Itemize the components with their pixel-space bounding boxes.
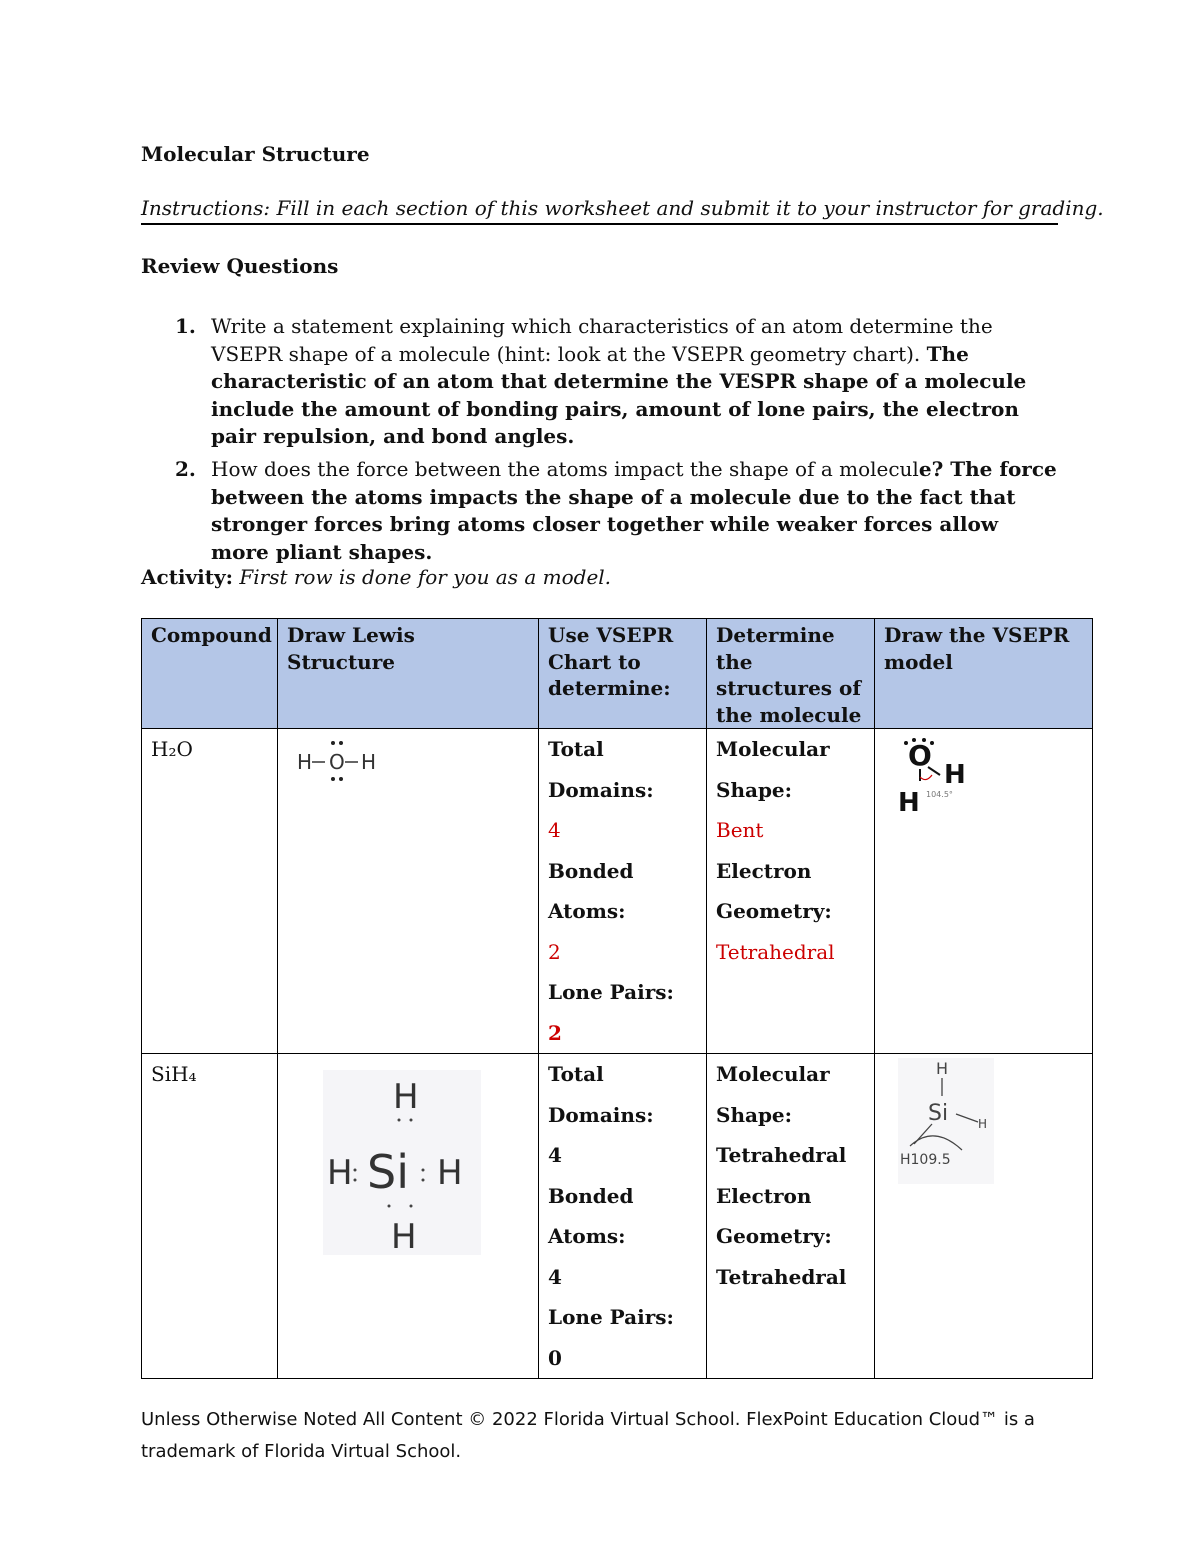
total-domains-value: 4 [548,1143,562,1167]
question-number: 2. [175,457,196,481]
lone-pairs-value: 2 [548,1020,562,1045]
lewis-structure-sih4 [323,1070,481,1255]
activity-text: First row is done for you as a model. [239,565,612,589]
lewis-atom: H [297,750,313,774]
model-cell [875,1054,1093,1379]
structure-cell [707,729,875,1054]
header-vsepr-model: Draw the VSEPR model [875,619,1093,729]
total-domains-value: 4 [548,818,561,842]
molecular-label: Molecular [716,1062,830,1086]
lone-pairs-label: Lone Pairs: [548,980,674,1004]
vsepr-cell [539,1054,707,1379]
question-prompt: How does the force between the atoms impact the shape of a molecul [211,457,919,481]
activity-line [141,565,611,589]
compound-name: SiH₄ [151,1062,197,1086]
atoms-label: Atoms: [548,899,626,923]
molecular-shape-value: Tetrahedral [716,1143,847,1167]
footer-copyright: Unless Otherwise Noted All Content © 2022 Florida Virtual School. FlexPoint Education Cloud™ is a trademark of Florida Virtual School. [141,1409,1035,1462]
bond-angle-arc [920,775,932,780]
header-lewis: Draw Lewis Structure [278,619,539,729]
table-row [142,729,1093,1054]
electron-label: Electron [716,858,812,883]
atoms-label: Atoms: [548,1224,626,1248]
bonding-dot [410,1205,413,1208]
model-atom: O [908,739,932,772]
lone-pair-dot [339,741,343,745]
model-atom: H [978,1117,988,1131]
model-atom: H [936,1059,949,1078]
electron-geometry-value: Tetrahedral [716,1264,847,1289]
bonded-atoms-value: 4 [548,1264,562,1289]
bonded-atoms-value: 2 [548,939,561,964]
molecular-label: Molecular [716,737,830,761]
bonding-dot [398,1119,401,1122]
header-structures: Determine the structures of the molecule [707,619,875,729]
lewis-atom: O [329,750,345,774]
question-number: 1. [175,314,196,338]
lewis-structure-h2o [287,729,407,789]
table-row [142,1054,1093,1379]
question-1 [175,313,1061,451]
total-label: Total [548,1062,604,1086]
lone-pair-dot [331,741,335,745]
model-atom: Si [928,1101,949,1126]
activity-label: Activity: [141,565,233,589]
vsepr-cell [539,729,707,1054]
electron-geometry-value: Tetrahedral [716,939,835,964]
shape-label: Shape: [716,1102,793,1127]
lewis-cell [278,729,539,1054]
domains-label: Domains: [548,777,654,802]
model-atom: H [944,760,966,790]
lewis-atom: H [393,1077,419,1117]
vsepr-model-sih4 [898,1058,994,1184]
geometry-label: Geometry: [716,899,832,923]
lone-pairs-label: Lone Pairs: [548,1305,674,1329]
question-answer: The characteristic of an atom that determine the VESPR shape of a molecule include the amount of bonding pairs, amount of lone pairs, the electron pair repulsion, and bond angles. [211,341,1027,448]
lone-pair-dot [339,777,343,781]
page-title: Molecular Structure [141,142,370,166]
lewis-atom: H [391,1217,417,1255]
compound-name: H₂O [151,737,193,761]
lewis-atom: H [437,1153,463,1193]
lewis-atom: Si [367,1145,409,1199]
domains-label: Domains: [548,1102,654,1127]
molecular-shape-value: Bent [716,818,764,842]
bonded-label: Bonded [548,858,634,883]
bonding-dot [388,1205,391,1208]
compound-cell [142,729,278,1054]
shape-label: Shape: [716,777,793,802]
question-2 [175,456,1061,566]
review-questions-heading: Review Questions [141,254,339,278]
model-cell [875,729,1093,1054]
model-atom: H [898,788,920,818]
structure-cell [707,1054,875,1379]
instructions: Instructions: Fill in each section of this worksheet and submit it to your instructor for grading. [141,196,1058,225]
lone-pairs-value: 0 [548,1345,562,1370]
bonding-dot [410,1119,413,1122]
electron-label: Electron [716,1183,812,1208]
bonding-dot [354,1179,357,1182]
question-answer: e? The force between the atoms impacts the shape of a molecule due to the fact that stronger forces bring atoms closer together while weaker forces allow more pliant shapes. [211,457,1057,564]
lewis-cell [278,1054,539,1379]
table-header-row [142,619,1093,729]
bonded-label: Bonded [548,1183,634,1208]
header-vsepr-chart: Use VSEPR Chart to determine: [539,619,707,729]
bonding-dot [354,1169,357,1172]
bonding-dot [422,1179,425,1182]
geometry-label: Geometry: [716,1224,832,1248]
compound-cell [142,1054,278,1379]
lewis-atom: H [361,750,377,774]
lone-pair-dot [331,777,335,781]
question-prompt: Write a statement explaining which characteristics of an atom determine the VSEPR shape of a molecule (hint: look at the VSEPR geometry chart). [211,314,993,366]
lewis-atom: H [327,1153,353,1193]
activity-table [141,618,1093,1379]
bond-angle-label: 104.5° [926,790,953,799]
total-label: Total [548,737,604,761]
bonding-dot [422,1169,425,1172]
vsepr-model-h2o [896,737,1006,827]
header-compound: Compound [142,619,278,729]
model-atom: H109.5 [900,1152,951,1168]
